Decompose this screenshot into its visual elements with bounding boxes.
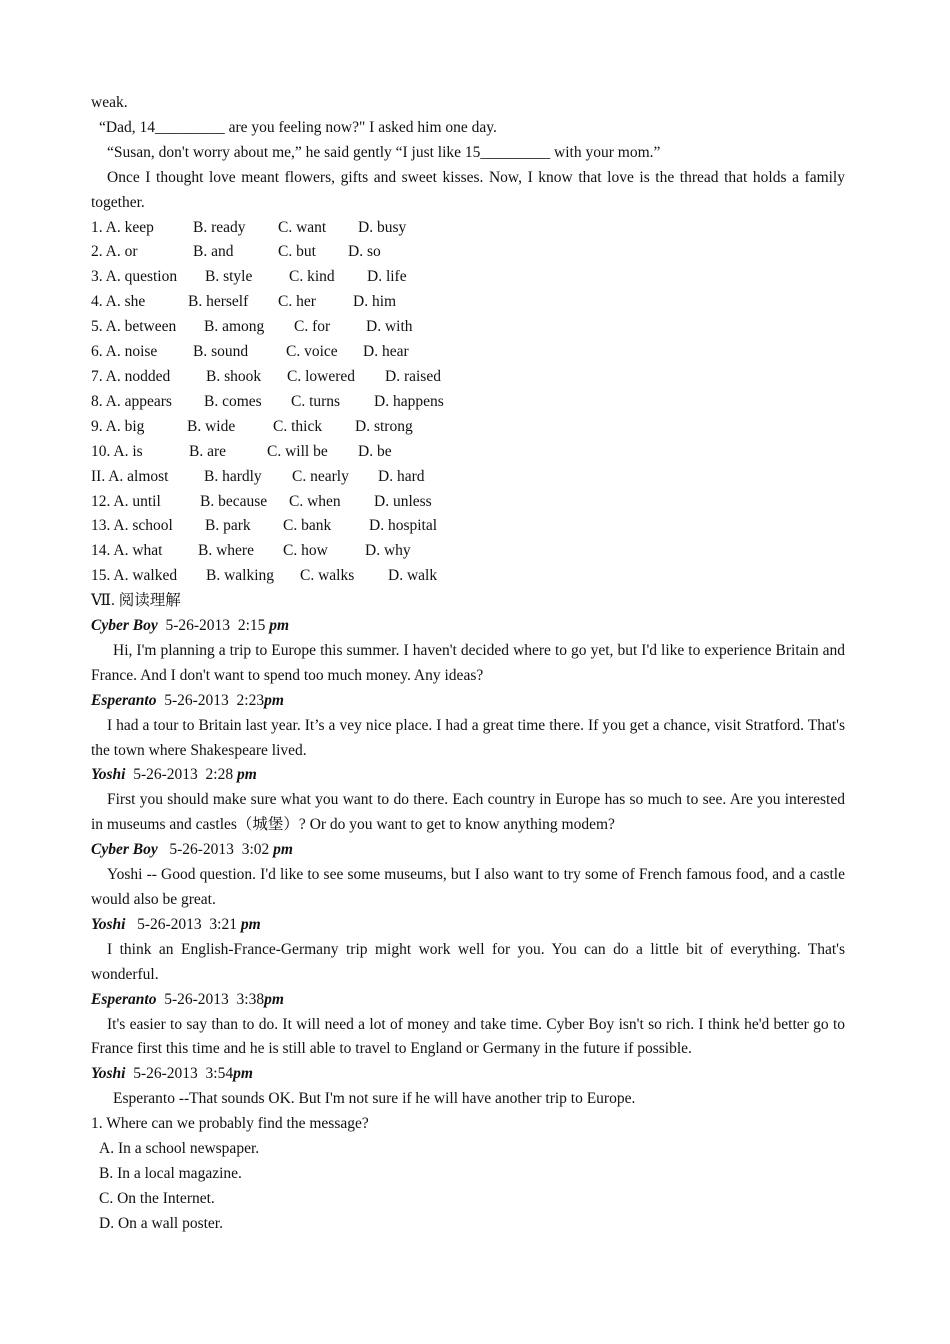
option-b: B. herself [188,293,249,311]
option-b: B. shook [206,367,262,385]
option-row [91,390,845,415]
post-time: 2:15 [237,617,266,635]
option-a: 13. A. school [91,517,173,535]
option-c: C. for [294,318,331,336]
post-header [91,614,845,639]
post-time: 3:02 [241,841,270,859]
post-time: 3:21 [209,915,237,933]
post-body: Yoshi -- Good question. I'd like to see some museums, but I also want to try some of French famous food, and a castle would also be great. [91,866,845,908]
post-author: Yoshi [91,1065,126,1083]
post-body: It's easier to say than to do. It will need a lot of money and take time. Cyber Boy isn't so rich. I think he'd better go to France first this time and he is still able to travel to England or Germany in the future if possible. [91,1015,845,1058]
option-row [91,415,845,440]
option-row [91,315,845,340]
reading-question [91,1112,845,1237]
option-row [91,240,845,265]
option-d: D. be [358,442,392,460]
post-author: Cyber Boy [91,841,158,859]
post-header [91,838,845,863]
option-b: B. because [200,492,268,510]
option-d: D. hear [363,343,409,361]
option-a: 1. A. keep [91,218,154,236]
post-body: First you should make sure what you want to do there. Each country in Europe has so much to see. Are you interested in museums and castles（城堡）? Or do you want to get to know anything modem? [91,791,845,834]
option-c: C. voice [286,343,338,361]
forum-post [91,614,845,689]
post-body: I had a tour to Britain last year. It’s a vey nice place. I had a great time there. If you get a chance, visit Stratford. That's the town where Shakespeare lived. [91,716,845,759]
option-c: C. how [283,542,328,560]
post-author: Esperanto [91,691,157,709]
post-ampm: pm [233,1065,253,1083]
section-title: Ⅶ. 阅读理解 [91,592,181,610]
option-d: D. so [348,243,381,261]
option-row [91,440,845,465]
option-b: B. comes [204,392,262,410]
option-c: C. thick [273,417,323,435]
post-body: Hi, I'm planning a trip to Europe this summer. I haven't decided where to go yet, but I'd like to experience Britain and France. And I don't want to spend too much money. Any ideas? [91,641,845,684]
forum-post [91,763,845,838]
option-c: C. kind [289,268,335,286]
option-a: 3. A. question [91,268,178,286]
option-a: 5. A. between [91,318,177,336]
post-body: I think an English-France-Germany trip might work well for you. You can do a little bit of everything. That's wonderful. [91,940,845,983]
forum-post [91,913,845,988]
option-c: C. but [278,243,316,261]
option-b: B. park [205,517,251,535]
option-b: B. walking [206,567,275,585]
post-date: 5-26-2013 [133,766,198,784]
option-b: B. are [189,442,227,460]
post-author: Cyber Boy [91,617,158,635]
option-d: D. happens [374,392,444,410]
cloze-line: Once I thought love meant flowers, gifts and sweet kisses. Now, I know that love is the thread that holds a family together. [91,168,845,211]
post-date: 5-26-2013 [164,691,229,709]
option-d: D. hard [378,467,425,485]
option-row [91,514,845,539]
option-b: B. hardly [204,467,262,485]
option-a: 14. A. what [91,542,163,560]
post-ampm: pm [273,841,293,859]
post-date: 5-26-2013 [133,1065,198,1083]
question-option-a: A. In a school newspaper. [99,1140,260,1158]
option-d: D. with [366,318,413,336]
forum-post [91,1062,845,1112]
option-c: C. bank [283,517,332,535]
cloze-options [91,216,845,590]
option-d: D. him [353,293,397,311]
option-a: 7. A. nodded [91,367,171,385]
cloze-passage-tail [91,91,845,216]
option-c: C. want [278,218,327,236]
post-author: Yoshi [91,766,126,784]
option-a: 9. A. big [91,417,145,435]
post-date: 5-26-2013 [165,617,231,635]
post-header [91,689,845,714]
option-b: B. style [205,268,253,286]
option-c: C. lowered [287,367,356,385]
option-c: C. nearly [292,467,349,485]
post-date: 5-26-2013 [164,990,229,1008]
post-ampm: pm [264,990,284,1008]
post-header [91,763,845,788]
post-ampm: pm [269,617,290,635]
option-b: B. among [204,318,265,336]
option-a: 6. A. noise [91,343,158,361]
cloze-line: weak. [91,94,128,111]
post-author: Yoshi [91,915,126,933]
option-c: C. walks [300,567,355,585]
option-c: C. will be [267,442,328,460]
option-d: D. walk [388,567,438,585]
option-a: 15. A. walked [91,567,178,585]
question-option-d: D. On a wall poster. [99,1214,223,1232]
option-a: II. A. almost [91,467,169,485]
post-ampm: pm [264,691,284,709]
option-a: 2. A. or [91,243,138,261]
post-date: 5-26-2013 [137,915,202,933]
option-a: 12. A. until [91,492,161,510]
option-b: B. ready [193,218,246,236]
option-c: C. when [289,492,341,510]
option-c: C. turns [291,392,341,410]
option-d: D. life [367,268,407,286]
option-b: B. wide [187,417,236,435]
option-row [91,340,845,365]
post-time: 2:23 [236,691,265,709]
option-d: D. why [365,542,411,560]
question-option-b: B. In a local magazine. [99,1164,242,1182]
post-header [91,913,845,938]
option-d: D. strong [355,417,413,435]
option-d: D. raised [385,367,441,385]
forum-thread [91,614,845,1112]
post-body: Esperanto --That sounds OK. But I'm not sure if he will have another trip to Europe. [113,1090,636,1108]
option-b: B. sound [193,343,249,361]
option-a: 10. A. is [91,442,143,460]
option-row [91,365,845,390]
post-ampm: pm [240,915,261,933]
option-d: D. hospital [369,517,438,535]
cloze-line: “Dad, 14_________ are you feeling now?" I asked him one day. [99,118,497,136]
post-header [91,988,845,1013]
option-a: 8. A. appears [91,392,172,410]
forum-post [91,838,845,913]
option-d: D. busy [358,218,407,236]
option-b: B. and [193,243,234,261]
post-author: Esperanto [91,990,157,1008]
option-row [91,290,845,315]
post-header [91,1062,845,1087]
post-ampm: pm [236,766,257,784]
forum-post [91,689,845,764]
post-date: 5-26-2013 [169,841,234,859]
forum-post [91,988,845,1063]
option-c: C. her [278,293,316,311]
post-time: 2:28 [205,766,234,784]
option-row [91,265,845,290]
question-option-c: C. On the Internet. [99,1189,215,1207]
option-b: B. where [198,542,254,560]
question-stem: 1. Where can we probably find the message? [91,1115,369,1133]
option-a: 4. A. she [91,293,146,311]
option-row [91,490,845,515]
post-time: 3:54 [205,1065,234,1083]
option-row [91,465,845,490]
option-d: D. unless [374,492,432,510]
option-row [91,539,845,564]
post-time: 3:38 [236,990,265,1008]
cloze-line: “Susan, don't worry about me,” he said gently “I just like 15_________ with your mom.” [107,143,661,161]
option-row [91,216,845,241]
option-row [91,564,845,589]
